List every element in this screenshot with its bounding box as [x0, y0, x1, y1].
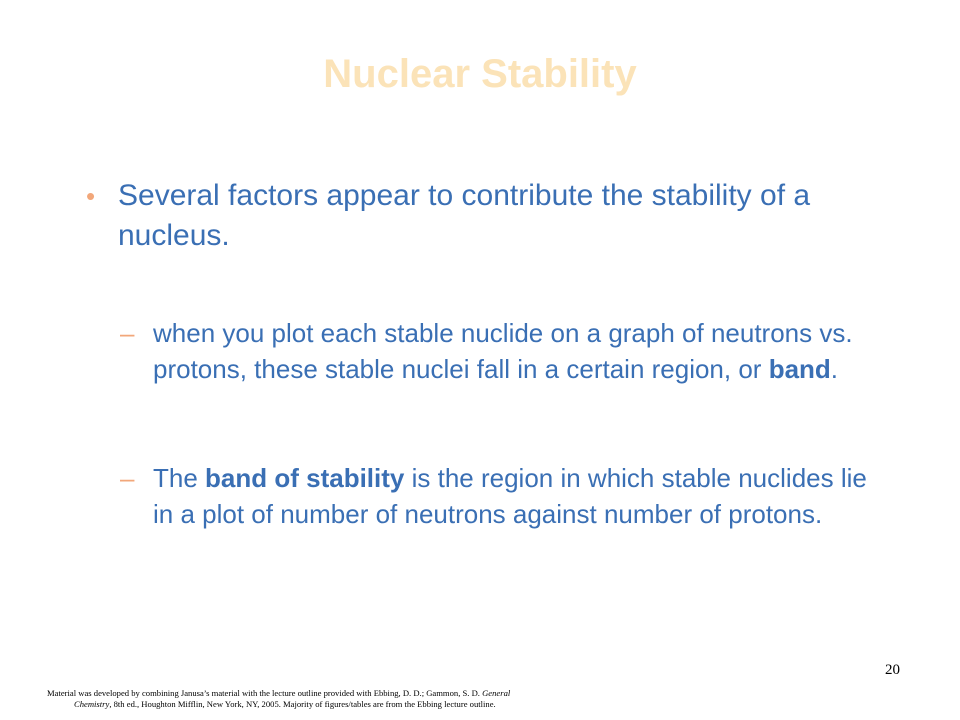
sub-bullet-definition	[120, 460, 880, 532]
sub-bullet-plot	[120, 315, 880, 387]
bold-term-band-of-stability: band of stability	[205, 463, 405, 493]
footer-line-2	[47, 699, 647, 710]
sub-bullet-text	[153, 460, 880, 532]
footer-credit	[47, 688, 647, 710]
footer-text: , 8th ed., Houghton Mifflin, New York, NY, 2005. Majority of figures/tables are from the Ebbing lecture outline.	[109, 699, 496, 709]
footer-italic: Chemistry	[74, 699, 110, 709]
sub-text-part: The	[153, 463, 206, 493]
main-bullet-text: Several factors appear to contribute the stability of a nucleus.	[118, 179, 811, 252]
footer-line-1	[47, 688, 510, 698]
bullet-marker: •	[86, 181, 96, 211]
dash-marker: –	[120, 463, 135, 493]
footer-italic: General	[482, 688, 511, 698]
sub-bullet-text	[153, 315, 880, 387]
main-bullet	[86, 176, 866, 256]
page-number: 20	[885, 662, 900, 678]
sub-text-part: .	[830, 354, 839, 384]
bold-term-band: band	[768, 354, 831, 384]
footer-text: Material was developed by combining Janusa’s material with the lecture outline provided with Ebbing, D. D.; Gammon, S. D.	[47, 688, 483, 698]
slide-title: Nuclear Stability	[323, 52, 637, 96]
dash-marker: –	[120, 318, 135, 348]
sub-text-part: when you plot each stable nuclide on a graph of neutrons vs. protons, these stable nuclei fall in a certain region, or	[153, 318, 853, 384]
sub-text-part: is the region in which stable nuclides lie in a plot of number of neutrons against number of protons.	[153, 463, 867, 529]
